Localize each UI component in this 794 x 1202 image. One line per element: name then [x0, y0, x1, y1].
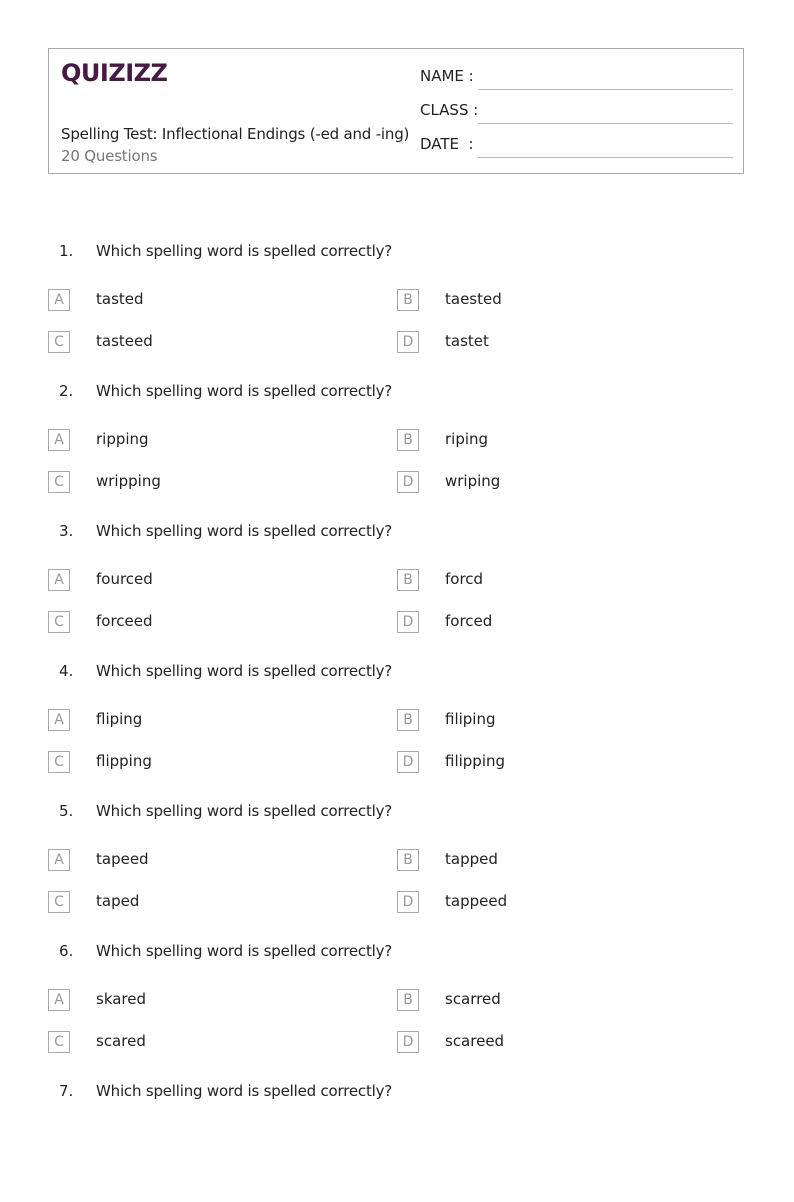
- option-text: tasted: [96, 290, 144, 308]
- question-block: [0, 802, 794, 922]
- option-text: wriping: [445, 472, 501, 490]
- option-text: riping: [445, 430, 489, 448]
- option-text: taped: [96, 892, 140, 910]
- option-letter-box[interactable]: A: [48, 569, 70, 591]
- option-letter-box[interactable]: D: [397, 471, 419, 493]
- option-letter-box[interactable]: A: [48, 989, 70, 1011]
- option-letter-box[interactable]: B: [397, 849, 419, 871]
- worksheet-title: Spelling Test: Inflectional Endings (-ed and -ing): [61, 125, 410, 143]
- option-text: filiping: [445, 710, 496, 728]
- option-text: tapeed: [96, 850, 149, 868]
- option-letter-box[interactable]: A: [48, 709, 70, 731]
- question-number: 5.: [59, 802, 74, 820]
- option-letter-box[interactable]: D: [397, 1031, 419, 1053]
- question-block: [0, 1082, 794, 1202]
- question-text: Which spelling word is spelled correctly?: [96, 522, 393, 540]
- date-field-line[interactable]: [478, 157, 733, 158]
- question-block: [0, 242, 794, 362]
- option-text: fourced: [96, 570, 153, 588]
- worksheet-header: [48, 48, 744, 174]
- name-field-line[interactable]: [478, 89, 733, 90]
- option-letter-box[interactable]: B: [397, 429, 419, 451]
- option-text: ripping: [96, 430, 149, 448]
- option-text: forceed: [96, 612, 153, 630]
- question-number: 4.: [59, 662, 74, 680]
- question-text: Which spelling word is spelled correctly?: [96, 382, 393, 400]
- option-text: filipping: [445, 752, 506, 770]
- question-text: Which spelling word is spelled correctly?: [96, 242, 393, 260]
- option-text: tasteed: [96, 332, 153, 350]
- option-text: scarred: [445, 990, 501, 1008]
- question-block: [0, 522, 794, 642]
- class-field-label: CLASS :: [420, 101, 479, 119]
- question-number: 2.: [59, 382, 74, 400]
- option-letter-box[interactable]: B: [397, 289, 419, 311]
- option-letter-box[interactable]: A: [48, 289, 70, 311]
- option-letter-box[interactable]: A: [48, 849, 70, 871]
- option-letter-box[interactable]: B: [397, 709, 419, 731]
- quizizz-logo: QUIZIZZ: [61, 59, 168, 87]
- option-text: fliping: [96, 710, 143, 728]
- option-text: forcd: [445, 570, 484, 588]
- date-field-label: DATE :: [420, 135, 474, 153]
- option-letter-box[interactable]: C: [48, 331, 70, 353]
- name-field-label: NAME :: [420, 67, 474, 85]
- option-text: tapped: [445, 850, 498, 868]
- option-text: taested: [445, 290, 502, 308]
- question-number: 3.: [59, 522, 74, 540]
- option-text: tastet: [445, 332, 489, 350]
- option-letter-box[interactable]: B: [397, 569, 419, 591]
- option-letter-box[interactable]: D: [397, 611, 419, 633]
- question-count: 20 Questions: [61, 147, 158, 165]
- option-text: tappeed: [445, 892, 508, 910]
- question-block: [0, 942, 794, 1062]
- option-letter-box[interactable]: D: [397, 751, 419, 773]
- class-field-line[interactable]: [478, 123, 733, 124]
- question-number: 1.: [59, 242, 74, 260]
- option-letter-box[interactable]: C: [48, 891, 70, 913]
- option-letter-box[interactable]: C: [48, 471, 70, 493]
- question-text: Which spelling word is spelled correctly?: [96, 942, 393, 960]
- option-letter-box[interactable]: B: [397, 989, 419, 1011]
- question-block: [0, 662, 794, 782]
- option-text: wripping: [96, 472, 161, 490]
- option-letter-box[interactable]: A: [48, 429, 70, 451]
- question-block: [0, 382, 794, 502]
- question-text: Which spelling word is spelled correctly?: [96, 662, 393, 680]
- option-text: scared: [96, 1032, 146, 1050]
- question-number: 6.: [59, 942, 74, 960]
- option-letter-box[interactable]: C: [48, 751, 70, 773]
- question-number: 7.: [59, 1082, 74, 1100]
- option-letter-box[interactable]: D: [397, 331, 419, 353]
- option-text: skared: [96, 990, 147, 1008]
- option-letter-box[interactable]: C: [48, 611, 70, 633]
- option-text: scareed: [445, 1032, 505, 1050]
- option-text: flipping: [96, 752, 152, 770]
- option-text: forced: [445, 612, 493, 630]
- question-text: Which spelling word is spelled correctly?: [96, 802, 393, 820]
- option-letter-box[interactable]: D: [397, 891, 419, 913]
- option-letter-box[interactable]: C: [48, 1031, 70, 1053]
- question-text: Which spelling word is spelled correctly?: [96, 1082, 393, 1100]
